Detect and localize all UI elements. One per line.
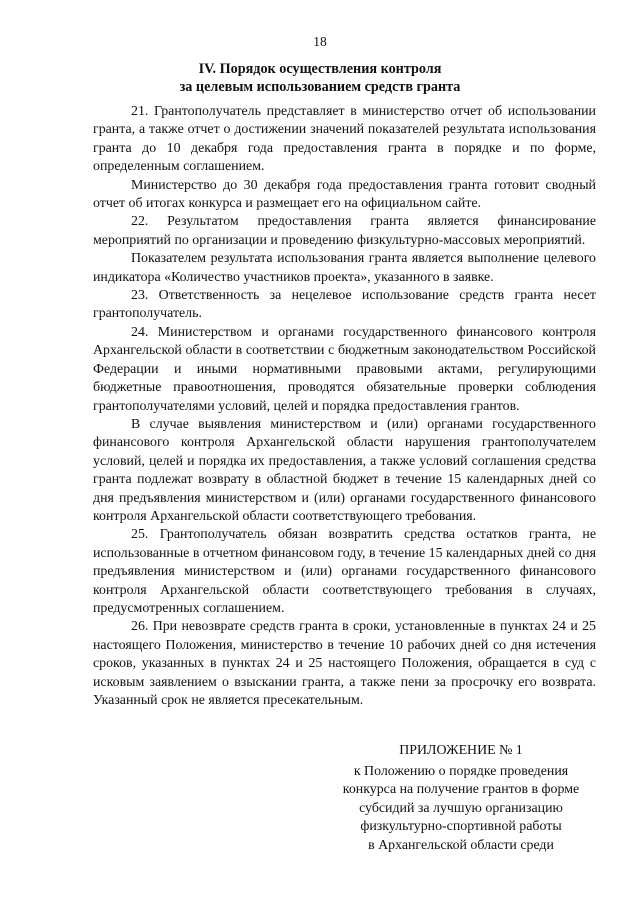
section-heading-line-2: за целевым использованием средств гранта bbox=[179, 79, 461, 95]
page-number: 18 bbox=[313, 34, 327, 49]
paragraph-23: 23. Ответственность за нецелевое использование средств гранта несет грантополучатель. bbox=[93, 288, 596, 322]
appendix-line: к Положению о порядке проведения bbox=[353, 763, 569, 779]
paragraph-25: 25. Грантополучатель обязан возвратить средства остатков гранта, не использованные в отчетном финансовом году, в течение 15 календарных дней со дня предъявления министерством и (или) органами государственного финансового контроля Архангельской области соответствующего требования в случаях, предусмотренных соглашением. bbox=[93, 527, 596, 616]
paragraph-26: 26. При невозврате средств гранта в сроки, установленные в пунктах 24 и 25 настоящего Положения, министерство в течение 10 рабочих дней со дня истечения сроков, указанных в пунктах 24 и 25 настоящего Положения, обращается в суд с исковым заявлением о взыскании гранта, а также пени за просрочку его возврата. Указанный срок не является пресекательным. bbox=[93, 619, 596, 708]
document-body bbox=[93, 103, 596, 710]
paragraph-24: 24. Министерством и органами государственного финансового контроля Архангельской области в соответствии с бюджетным законодательством Российской Федерации и иными нормативными правовыми актами, регулирующими бюджетные правоотношения, проводятся обязательные проверки соблюдения грантополучателями условий, целей и порядка предоставления грантов. bbox=[93, 324, 596, 414]
paragraph-21: 21. Грантополучатель представляет в министерство отчет об использовании гранта, а также отчет о достижении значений показателей результата использования гранта до 10 декабря года предоставления гранта в порядке и по форме, определенным соглашением. bbox=[93, 104, 596, 175]
appendix-block bbox=[330, 742, 592, 856]
paragraph-24-continued: В случае выявления министерством и (или) органами государственного финансового контроля Архангельской области нарушения грантополучателем условий, целей и порядка их предоставления, а также условий соглашения средства гранта подлежат возврату в областной бюджет в течение 15 календарных дней со дня предъявления министерством и (или) органами государственного финансового контроля Архангельской области соответствующего требования. bbox=[93, 416, 596, 524]
appendix-line: в Архангельской области среди bbox=[368, 837, 554, 853]
appendix-title: ПРИЛОЖЕНИЕ № 1 bbox=[399, 743, 523, 758]
paragraph-21-continued: Министерство до 30 декабря года предоставления гранта готовит сводный отчет об итогах конкурса и размещает его на официальном сайте. bbox=[93, 177, 596, 212]
paragraph-22: 22. Результатом предоставления гранта является финансирование мероприятий по организации и проведению физкультурно-массовых мероприятий. bbox=[93, 214, 596, 248]
paragraph-22-continued: Показателем результата использования гранта является выполнение целевого индикатора «Количество участников проекта», указанного в заявке. bbox=[93, 251, 596, 285]
section-heading-line-1: IV. Порядок осуществления контроля bbox=[198, 61, 442, 77]
appendix-line: конкурса на получение грантов в форме bbox=[342, 782, 580, 798]
appendix-line: субсидий за лучшую организацию bbox=[359, 800, 563, 816]
appendix-line: физкультурно-спортивной работы bbox=[360, 819, 562, 835]
section-heading bbox=[110, 60, 530, 96]
